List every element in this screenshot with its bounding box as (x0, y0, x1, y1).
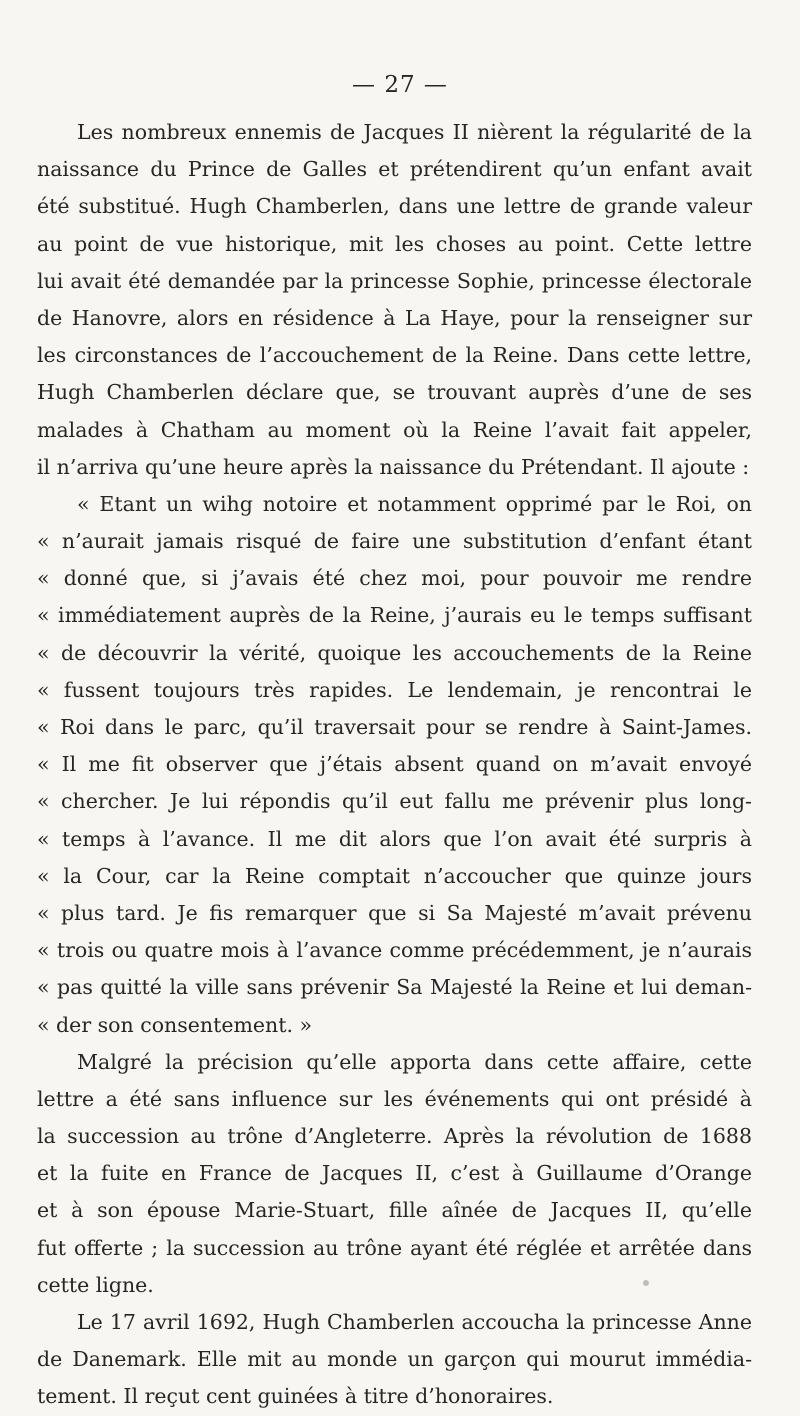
text-line: « Etant un wihg notoire et notamment opprimé par le Roi, on (77, 491, 752, 516)
text-line: « de découvrir la vérité, quoique les accouchements de la Reine (37, 640, 752, 665)
text-line: « trois ou quatre mois à l’avance comme précédemment, je n’aurais (37, 938, 752, 963)
body-text (37, 114, 752, 1416)
text-line: malades à Chatham au moment où la Reine l’avait fait appeler, (37, 417, 752, 442)
paragraph (37, 486, 752, 1044)
text-line: lui avait été demandée par la princesse Sophie, princesse électorale (37, 268, 752, 293)
text-line: de Hanovre, alors en résidence à La Haye, pour la renseigner sur (37, 305, 752, 330)
text-line: cette ligne. (37, 1272, 154, 1297)
text-line: de Danemark. Elle mit au monde un garçon qui mourut immédia- (37, 1347, 752, 1372)
text-line: « fussent toujours très rapides. Le lendemain, je rencontrai le (37, 677, 752, 702)
ink-speck (643, 1280, 649, 1286)
text-line: « la Cour, car la Reine comptait n’accoucher que quinze jours (37, 863, 752, 888)
text-line: « immédiatement auprès de la Reine, j’aurais eu le temps suffisant (37, 603, 752, 628)
text-line: la succession au trône d’Angleterre. Après la révolution de 1688 (37, 1124, 752, 1149)
text-line: « Il me fit observer que j’étais absent quand on m’avait envoyé (37, 752, 752, 777)
paragraph (37, 114, 752, 486)
text-line: « donné que, si j’avais été chez moi, pour pouvoir me rendre (37, 566, 752, 591)
text-line: et à son épouse Marie-Stuart, fille aînée de Jacques II, qu’elle (37, 1198, 752, 1223)
text-line: Malgré la précision qu’elle apporta dans cette affaire, cette (77, 1049, 752, 1074)
text-line: Les nombreux ennemis de Jacques II nièrent la régularité de la (77, 120, 752, 144)
text-line: et la fuite en France de Jacques II, c’est à Guillaume d’Orange (37, 1161, 752, 1186)
text-line: « plus tard. Je fis remarquer que si Sa Majesté m’avait prévenu (37, 900, 752, 925)
paragraph (37, 1304, 752, 1416)
text-line: fut offerte ; la succession au trône ayant été réglée et arrêtée dans (37, 1235, 752, 1260)
text-line: lettre a été sans influence sur les événements qui ont présidé à (37, 1086, 752, 1111)
text-line: Le 17 avril 1692, Hugh Chamberlen accoucha la princesse Anne (77, 1310, 752, 1334)
text-line: il n’arriva qu’une heure après la naissance du Prétendant. Il ajoute : (37, 454, 750, 479)
paragraph (37, 1044, 752, 1304)
text-line: « der son consentement. » (37, 1012, 313, 1037)
text-line: « n’aurait jamais risqué de faire une substitution d’enfant étant (37, 529, 752, 554)
text-line: « pas quitté la ville sans prévenir Sa Majesté la Reine et lui deman- (37, 975, 752, 1000)
page-number: — 27 — (352, 72, 448, 98)
text-line: au point de vue historique, mit les choses au point. Cette lettre (37, 231, 752, 256)
text-line: « chercher. Je lui répondis qu’il eut fallu me prévenir plus long- (37, 789, 752, 814)
text-line: Hugh Chamberlen déclare que, se trouvant auprès d’une de ses (37, 380, 752, 405)
text-line: « Roi dans le parc, qu’il traversait pour se rendre à Saint-James. (37, 715, 752, 739)
text-line: été substitué. Hugh Chamberlen, dans une lettre de grande valeur (37, 194, 752, 219)
text-line: les circonstances de l’accouchement de la Reine. Dans cette lettre, (37, 343, 752, 368)
text-line: « temps à l’avance. Il me dit alors que l’on avait été surpris à (37, 826, 752, 851)
text-line: naissance du Prince de Galles et prétendirent qu’un enfant avait (37, 157, 752, 182)
text-line: tement. Il reçut cent guinées à titre d’honoraires. (37, 1384, 554, 1409)
